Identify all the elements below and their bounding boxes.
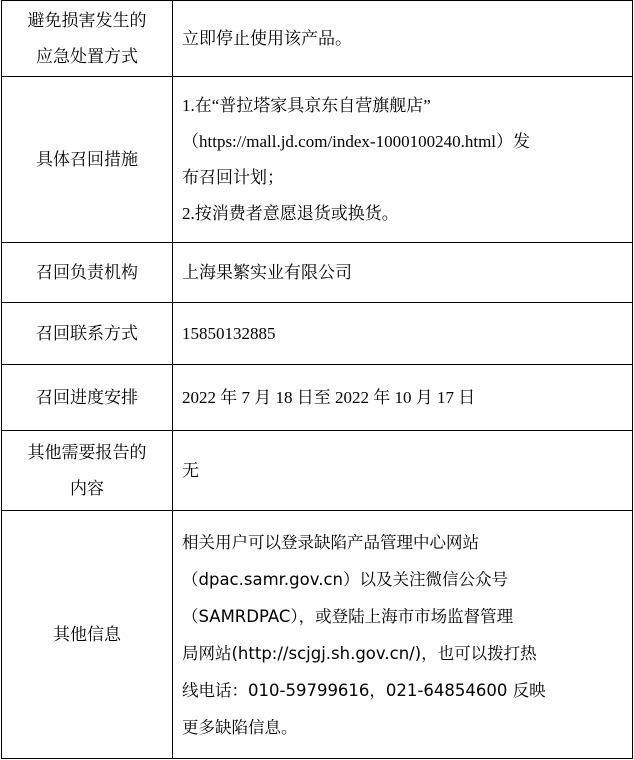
value-line: 1.在“普拉塔家具京东自营旗舰店” <box>182 95 431 115</box>
label-line: 其他需要报告的 <box>27 442 147 463</box>
schedule-text: 2022 年 7 月 18 日至 2022 年 10 月 17 日 <box>182 387 476 407</box>
value-line: （SAMRDPAC），或登陆上海市市场监督管理 <box>182 606 514 626</box>
row-label <box>2 365 173 431</box>
row-label <box>2 431 173 511</box>
label-text: 召回联系方式 <box>36 323 138 344</box>
row-value <box>173 431 633 511</box>
table-row <box>2 431 633 511</box>
row-label <box>2 77 173 243</box>
table-row <box>2 511 633 759</box>
value-line: 线电话：010-59799616，021-64854600 反映 <box>182 680 546 700</box>
label-text: 其他信息 <box>53 624 121 645</box>
recall-info-table <box>1 0 633 759</box>
table-row <box>2 1 633 77</box>
row-value <box>173 1 633 77</box>
label-text: 召回进度安排 <box>36 387 138 408</box>
label-line: 应急处置方式 <box>36 46 138 67</box>
label-line: 内容 <box>70 478 104 499</box>
row-label <box>2 1 173 77</box>
row-label <box>2 511 173 759</box>
row-value <box>173 365 633 431</box>
value-line: 相关用户可以登录缺陷产品管理中心网站 <box>182 532 479 552</box>
value-line: 局网站(http://scjgj.sh.gov.cn/)，也可以拨打热 <box>182 643 537 663</box>
contact-phone-text: 15850132885 <box>182 323 276 343</box>
label-line: 避免损害发生的 <box>27 10 147 31</box>
row-value <box>173 511 633 759</box>
responsible-org-text: 上海果繁实业有限公司 <box>182 262 352 282</box>
value-line: 2.按消费者意愿退货或换货。 <box>182 203 399 223</box>
table-row <box>2 365 633 431</box>
row-label <box>2 303 173 365</box>
emergency-measure-text: 立即停止使用该产品。 <box>182 28 352 48</box>
value-line: 更多缺陷信息。 <box>182 717 298 737</box>
row-value <box>173 303 633 365</box>
table-row <box>2 243 633 303</box>
table-row <box>2 303 633 365</box>
row-value <box>173 77 633 243</box>
label-text: 具体召回措施 <box>36 149 138 170</box>
row-label <box>2 243 173 303</box>
other-report-text: 无 <box>182 460 199 480</box>
value-line: （https://mall.jd.com/index-1000100240.html）发 <box>182 131 531 151</box>
table-row <box>2 77 633 243</box>
value-line: 布召回计划； <box>182 167 284 187</box>
value-line: （dpac.samr.gov.cn）以及关注微信公众号 <box>182 569 508 589</box>
row-value <box>173 243 633 303</box>
label-text: 召回负责机构 <box>36 262 138 283</box>
